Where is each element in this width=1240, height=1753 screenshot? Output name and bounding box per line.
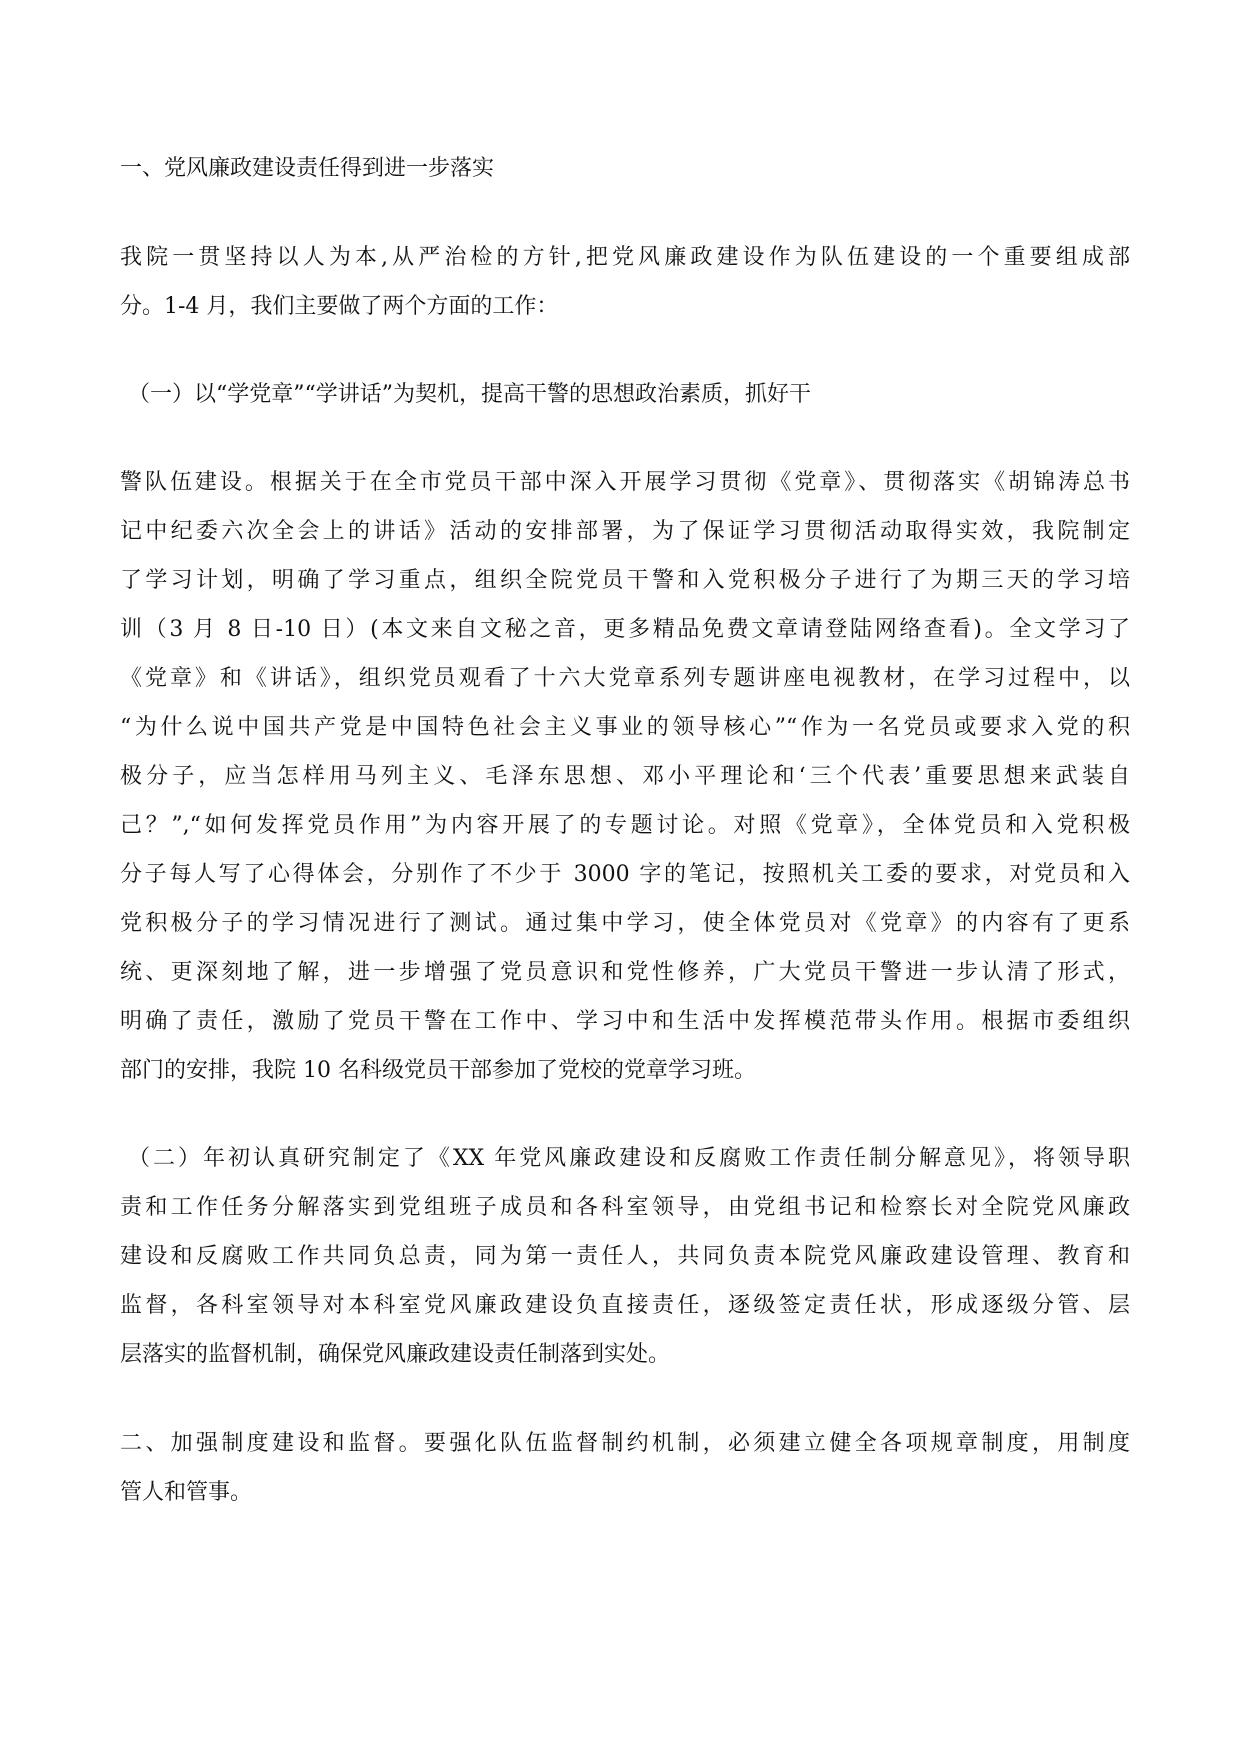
sub-heading-1: （一）以“学党章”“学讲话”为契机，提高干警的思想政治素质，抓好干: [128, 382, 811, 407]
paragraph-2-line-1: 警队伍建设。根据关于在全市党员干部中深入开展学习贯彻《党章》、贯彻落实《胡锦涛总书: [120, 470, 1130, 495]
paragraph-3-line-1: （二）年初认真研究制定了《XX 年党风廉政建设和反腐败工作责任制分解意见》，将领导职: [128, 1146, 1130, 1171]
section-heading-2-line-1: 二、加强制度建设和监督。要强化队伍监督制约机制，必须建立健全各项规章制度，用制度: [120, 1431, 1130, 1456]
paragraph-2-line-6: “为什么说中国共产党是中国特色社会主义事业的领导核心”“作为一名党员或要求入党的积: [120, 715, 1130, 740]
paragraph-2-line-10: 党积极分子的学习情况进行了测试。通过集中学习，使全体党员对《党章》的内容有了更系: [120, 911, 1130, 936]
paragraph-3-line-2: 责和工作任务分解落实到党组班子成员和各科室领导，由党组书记和检察长对全院党风廉政: [120, 1195, 1130, 1220]
paragraph-2-line-2: 记中纪委六次全会上的讲话》活动的安排部署，为了保证学习贯彻活动取得实效，我院制定: [120, 519, 1130, 544]
paragraph-2-line-5: 《党章》和《讲话》，组织党员观看了十六大党章系列专题讲座电视教材，在学习过程中，以: [120, 666, 1130, 691]
paragraph-2-line-7: 极分子，应当怎样用马列主义、毛泽东思想、邓小平理论和‘三个代表’重要思想来武装自: [120, 764, 1130, 789]
paragraph-2-line-12: 明确了责任，激励了党员干警在工作中、学习中和生活中发挥模范带头作用。根据市委组织: [120, 1009, 1130, 1034]
paragraph-1-line-2: 分。1-4 月，我们主要做了两个方面的工作：: [120, 294, 559, 319]
paragraph-2-line-4: 训（3 月 8 日-10 日）(本文来自文秘之音，更多精品免费文章请登陆网络查看)。全文学习了: [120, 617, 1130, 642]
paragraph-2-line-13: 部门的安排，我院 10 名科级党员干部参加了党校的党章学习班。: [120, 1058, 756, 1083]
paragraph-1-line-1: 我院一贯坚持以人为本,从严治检的方针,把党风廉政建设作为队伍建设的一个重要组成部: [120, 245, 1130, 270]
paragraph-2-line-11: 统、更深刻地了解，进一步增强了党员意识和党性修养，广大党员干警进一步认清了形式，: [120, 960, 1130, 985]
paragraph-2-line-3: 了学习计划，明确了学习重点，组织全院党员干警和入党积极分子进行了为期三天的学习培: [120, 568, 1130, 593]
paragraph-3-line-4: 监督，各科室领导对本科室党风廉政建设负直接责任，逐级签定责任状，形成逐级分管、层: [120, 1293, 1130, 1318]
section-heading-1: 一、党风廉政建设责任得到进一步落实: [120, 156, 495, 181]
paragraph-3-line-3: 建设和反腐败工作共同负总责，同为第一责任人，共同负责本院党风廉政建设管理、教育和: [120, 1244, 1130, 1269]
paragraph-3-line-5: 层落实的监督机制，确保党风廉政建设责任制落到实处。: [120, 1342, 671, 1367]
section-heading-2-line-2: 管人和管事。: [120, 1480, 253, 1505]
paragraph-2-line-9: 分子每人写了心得体会，分别作了不少于 3000 字的笔记，按照机关工委的要求，对党员和入: [120, 862, 1130, 887]
paragraph-2-line-8: 己？”,“如何发挥党员作用”为内容开展了的专题讨论。对照《党章》，全体党员和入党积极: [120, 813, 1130, 838]
